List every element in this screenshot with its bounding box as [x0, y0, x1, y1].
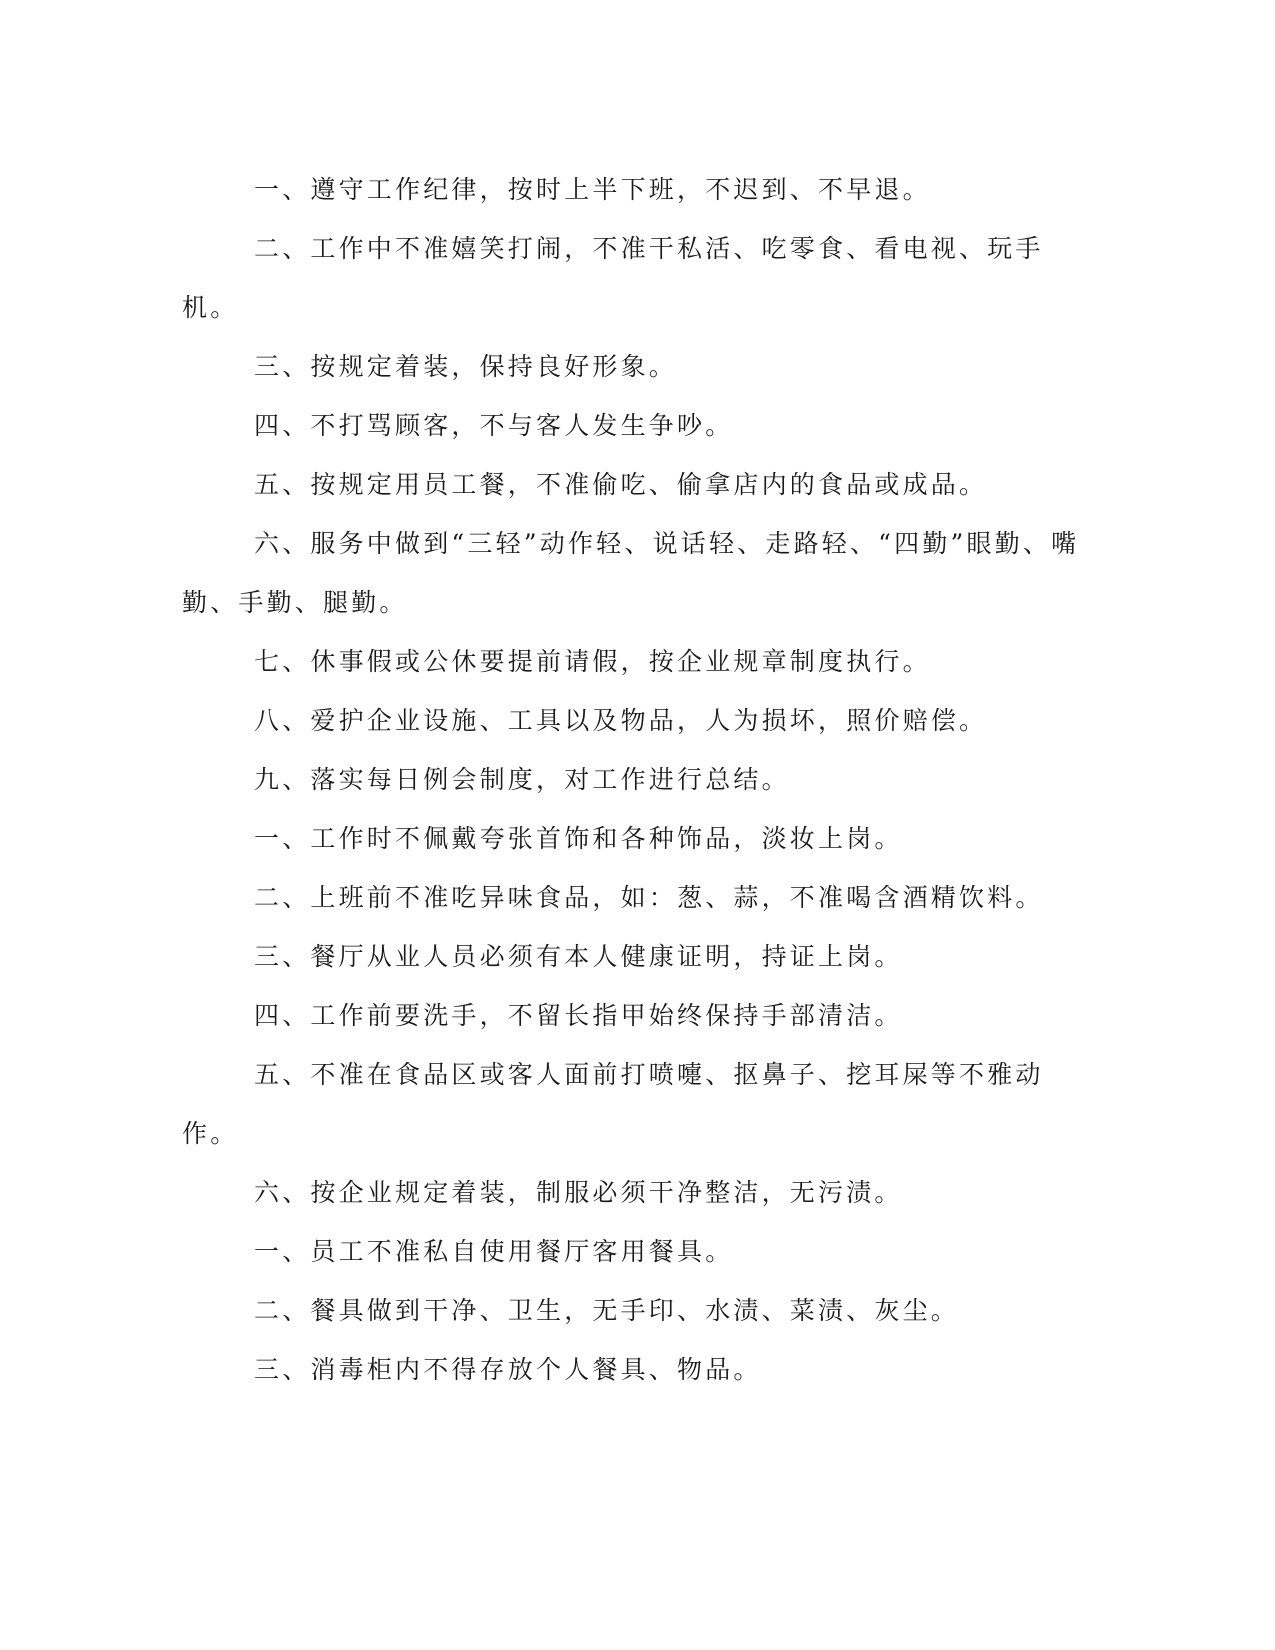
- document-body: [182, 160, 1082, 1399]
- paragraph: 一、遵守工作纪律，按时上半下班，不迟到、不早退。: [254, 175, 931, 204]
- paragraph: 一、员工不准私自使用餐厅客用餐具。: [254, 1237, 734, 1266]
- paragraph: 四、工作前要洗手，不留长指甲始终保持手部清洁。: [254, 1001, 903, 1030]
- paragraph: 五、按规定用员工餐，不准偷吃、偷拿店内的食品或成品。: [254, 470, 988, 499]
- paragraph: 三、餐厅从业人员必须有本人健康证明，持证上岗。: [254, 942, 903, 971]
- paragraph: 三、按规定着装，保持良好形象。: [254, 352, 678, 381]
- paragraph: 九、落实每日例会制度，对工作进行总结。: [254, 765, 790, 794]
- paragraph: 二、工作中不准嬉笑打闹，不准干私活、吃零食、看电视、玩手机。: [182, 234, 1044, 322]
- paragraph: 二、餐具做到干净、卫生，无手印、水渍、菜渍、灰尘。: [254, 1296, 960, 1325]
- paragraph: 一、工作时不佩戴夸张首饰和各种饰品，淡妆上岗。: [254, 824, 903, 853]
- paragraph: 六、按企业规定着装，制服必须干净整洁，无污渍。: [254, 1178, 903, 1207]
- paragraph: 三、消毒柜内不得存放个人餐具、物品。: [254, 1355, 762, 1384]
- paragraph: 八、爱护企业设施、工具以及物品，人为损坏，照价赔偿。: [254, 706, 988, 735]
- paragraph: 四、不打骂顾客，不与客人发生争吵。: [254, 411, 734, 440]
- paragraph: 七、休事假或公休要提前请假，按企业规章制度执行。: [254, 647, 931, 676]
- paragraph: 五、不准在食品区或客人面前打喷嚏、抠鼻子、挖耳屎等不雅动作。: [182, 1060, 1044, 1148]
- paragraph: 二、上班前不准吃异味食品，如：葱、蒜，不准喝含酒精饮料。: [254, 883, 1044, 912]
- paragraph: 六、服务中做到“三轻”动作轻、说话轻、走路轻、“四勤”眼勤、嘴勤、手勤、腿勤。: [182, 529, 1080, 617]
